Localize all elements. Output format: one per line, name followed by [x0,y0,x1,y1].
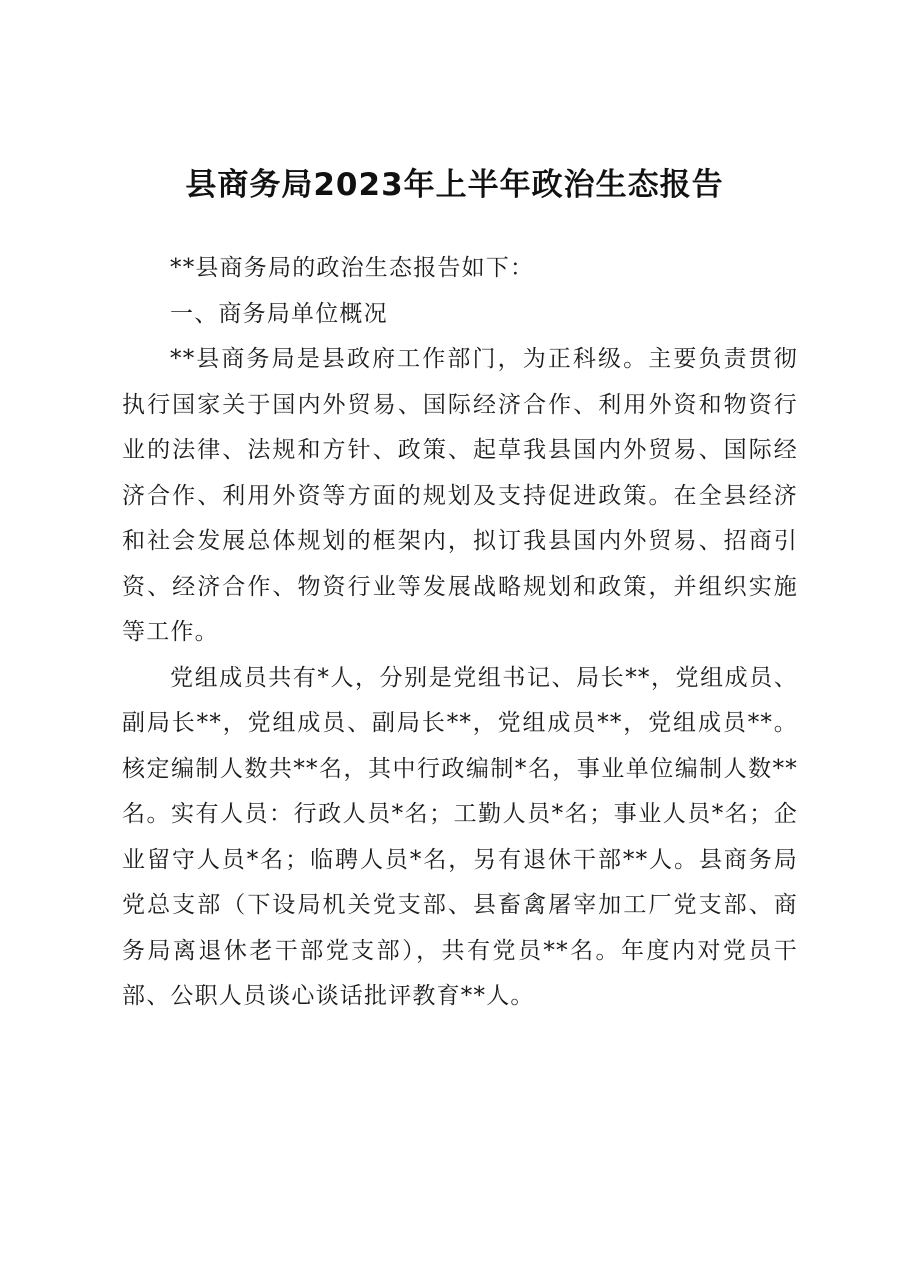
document-title: 县商务局2023年上半年政治生态报告 [185,167,724,203]
section-heading: 一、商务局单位概况 [170,300,388,327]
paragraph-intro: **县商务局的政治生态报告如下： [170,255,535,281]
paragraph-members: 党组成员共有*人，分别是党组书记、局长**，党组成员、副局长**，党组成员、副局长**，党组成员**，党组成员**。核定编制人数共**名，其中行政编制*名，事业单位编制人数**名。实有人员：行政人员*名；工勤人员*名；事业人员*名；企业留守人员*名；临聘人员*名，另有退休干部**人。县商务局党总支部（下设局机关党支部、县畜禽屠宰加工厂党支部、商务局离退休老干部党支部），共有党员**名。年度内对党员干部、公职人员谈心谈话批评教育**人。 [122,664,798,1009]
document-body [122,246,798,1020]
paragraph-overview: **县商务局是县政府工作部门，为正科级。主要负责贯彻执行国家关于国内外贸易、国际经济合作、利用外资和物资行业的法律、法规和方针、政策、起草我县国内外贸易、国际经济合作、利用外资等方面的规划及支持促进政策。在全县经济和社会发展总体规划的框架内，拟订我县国内外贸易、招商引资、经济合作、物资行业等发展战略规划和政策，并组织实施等工作。 [122,346,798,645]
